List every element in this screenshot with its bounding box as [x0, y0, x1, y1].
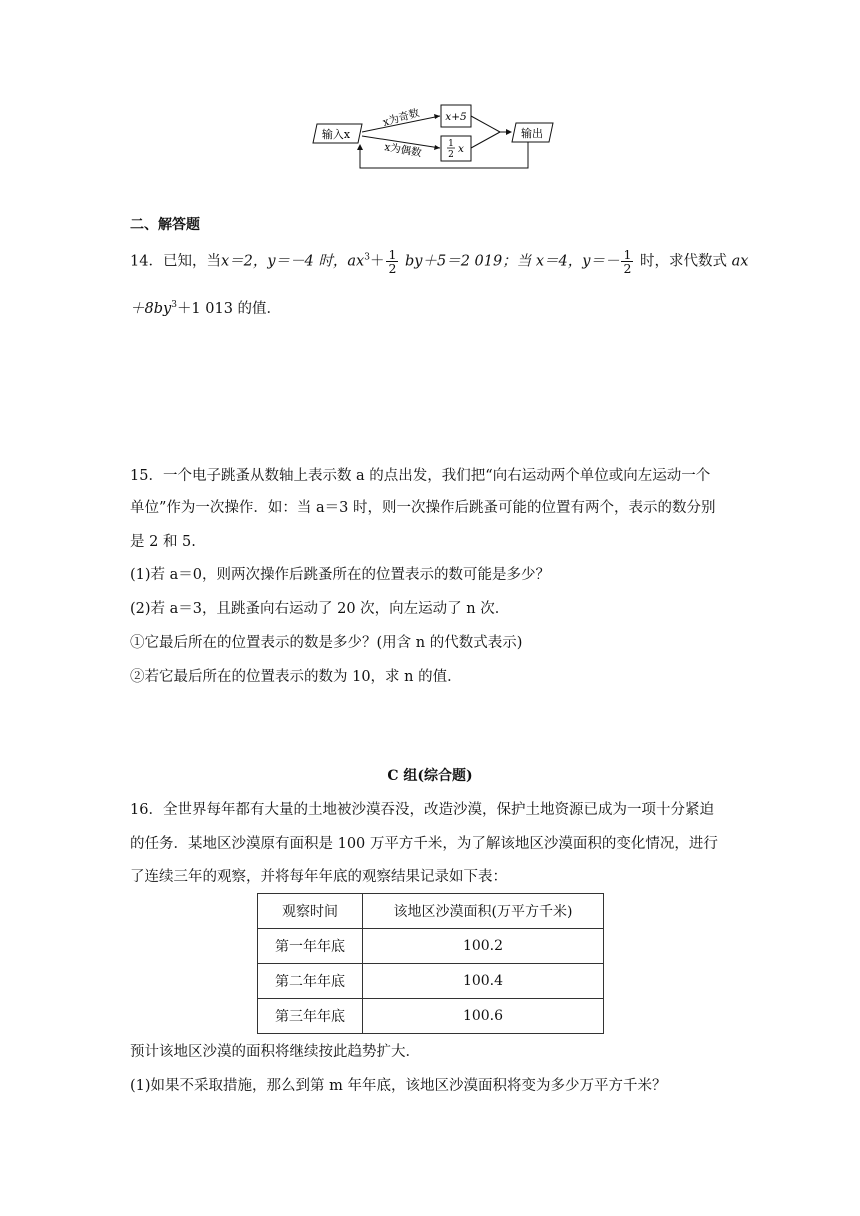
q14-line2-b: ＋1 013 的值．	[176, 301, 282, 317]
q14-half-num: 1	[388, 247, 397, 262]
odd-op-label: x+5	[445, 111, 467, 123]
q14-ax-end: ax	[731, 253, 749, 270]
observation-table	[257, 893, 604, 1034]
q14-exp: 3	[364, 252, 370, 263]
output-label: 输出	[521, 127, 543, 140]
section-heading: 二、解答题	[130, 217, 200, 233]
q14-half-fraction	[386, 248, 398, 275]
q14-line2-exp: 3	[171, 300, 177, 311]
odd-label: x为奇数	[381, 107, 421, 129]
even-label: x为偶数	[383, 141, 423, 160]
table-header-time: 观察时间	[258, 894, 363, 929]
odd-merge-line	[471, 116, 500, 132]
question-15-sub1: (1)若 a＝0，则两次操作后跳蚤所在的位置表示的数可能是多少？	[130, 567, 551, 583]
even-op-box	[441, 136, 471, 161]
q14-by-expr: by＋5＝2 019；当	[405, 253, 532, 270]
question-15-sub2b: ②若它最后所在的位置表示的数为 10，求 n 的值．	[130, 669, 462, 685]
even-op-var: x	[458, 143, 464, 155]
group-c-heading: C 组(综合题)	[387, 768, 473, 784]
table-header-row	[258, 894, 604, 929]
question-16-line1: 16．全世界每年都有大量的土地被沙漠吞没，改造沙漠，保护土地资源已成为一项十分紧迫	[130, 802, 714, 818]
table-row	[258, 999, 604, 1034]
table-cell-area: 100.6	[363, 999, 604, 1034]
flowchart-diagram	[300, 98, 570, 178]
table-row	[258, 964, 604, 999]
table-cell-area: 100.4	[363, 964, 604, 999]
q14-neg-half-num: 1	[623, 247, 632, 262]
table-cell-area: 100.2	[363, 929, 604, 964]
q14-half-den: 2	[388, 261, 397, 276]
question-14-line2	[130, 297, 281, 318]
even-branch-arrow	[434, 145, 440, 150]
odd-branch-arrow	[434, 114, 440, 119]
question-15-sub2a: ①它最后所在的位置表示的数是多少？(用含 n 的代数式表示)	[130, 635, 523, 651]
q14-plus: ＋	[369, 253, 385, 270]
input-label: 输入x	[321, 128, 351, 141]
q14-ax: ax	[347, 253, 365, 270]
table-header-area: 该地区沙漠面积(万平方千米)	[363, 894, 604, 929]
table-row	[258, 929, 604, 964]
q14-neg-half-den: 2	[623, 261, 632, 276]
table-cell-time: 第一年年底	[258, 929, 363, 964]
question-15-line1: 15．一个电子跳蚤从数轴上表示数 a 的点出发，我们把“向右运动两个单位或向左运动一个	[130, 468, 711, 484]
even-op-den: 2	[448, 150, 454, 160]
question-16-line2: 的任务．某地区沙漠原有面积是 100 万平方千米，为了解该地区沙漠面积的变化情况，进行	[130, 836, 718, 852]
q14-y-eq: y＝－4 时，	[267, 253, 348, 270]
table-cell-time: 第二年年底	[258, 964, 363, 999]
q14-y-eq2: y＝－	[582, 253, 620, 270]
question-14-line1	[130, 248, 748, 275]
question-16-line3: 了连续三年的观察，并将每年年底的观察结果记录如下表：	[130, 869, 507, 885]
question-15-sub2: (2)若 a＝3，且跳蚤向右运动了 20 次，向左运动了 n 次．	[130, 601, 510, 617]
feedback-loop-arrow	[357, 144, 363, 150]
q14-x-eq: x＝2，	[220, 253, 268, 270]
q14-line2-a: ＋8by	[130, 301, 172, 317]
even-op-num: 1	[448, 139, 454, 149]
q14-x-eq2: x＝4，	[535, 253, 583, 270]
question-15-line2: 单位”作为一次操作．如：当 a＝3 时，则一次操作后跳蚤可能的位置有两个，表示的数分别	[130, 500, 716, 516]
even-merge-line	[471, 132, 500, 148]
question-16-sub1: (1)如果不采取措施，那么到第 m 年年底，该地区沙漠面积将变为多少万平方千米？	[130, 1078, 667, 1094]
q14-tail: 时，求代数式	[640, 253, 728, 270]
question-15-line3: 是 2 和 5.	[130, 534, 196, 550]
q14-neg-half-fraction	[621, 248, 633, 275]
output-arrow	[506, 129, 512, 135]
q14-intro: 14．已知，当	[130, 253, 221, 270]
table-cell-time: 第三年年底	[258, 999, 363, 1034]
question-16-after-table: 预计该地区沙漠的面积将继续按此趋势扩大．	[130, 1044, 420, 1060]
